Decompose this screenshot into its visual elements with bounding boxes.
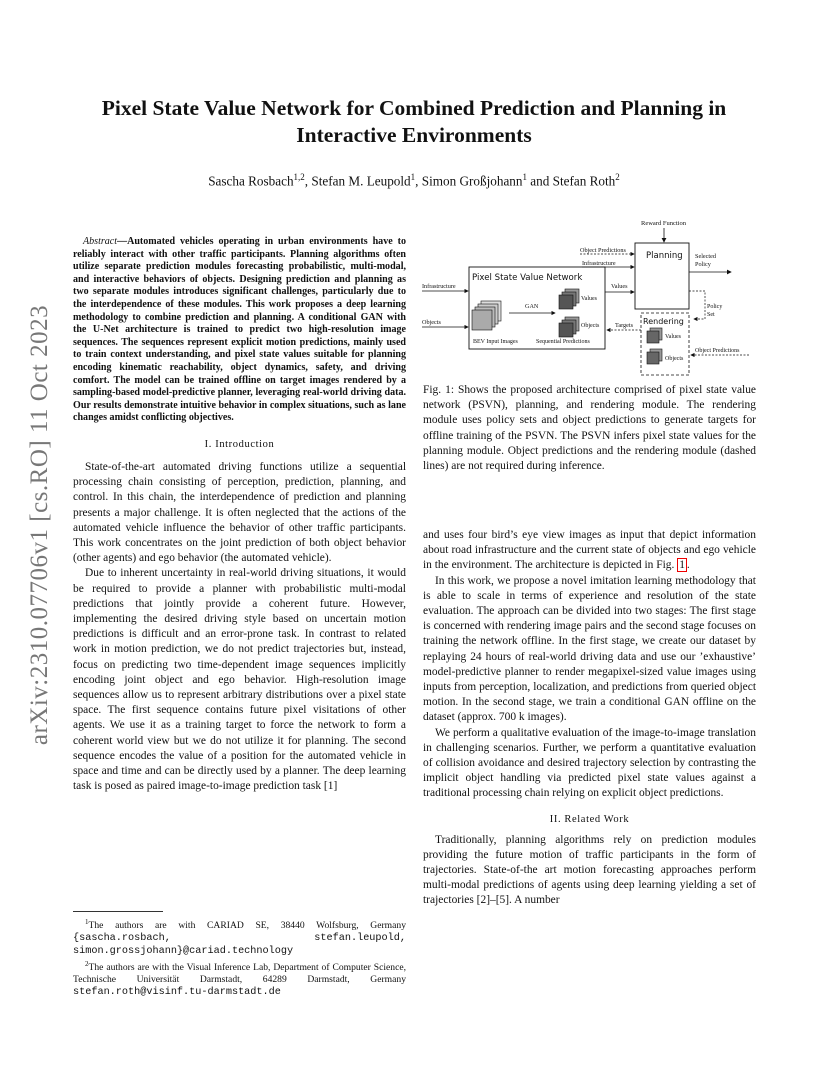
policy-set-line2: Set [707,312,715,318]
right-paragraph-2: In this work, we propose a novel imitation learning methodology that is able to scale in terms of experience and resolution of the state evaluation. The approach can be divided into two stages: The first stage is concerned with rendering image pairs and the second stage focuses on training the network offline. In the first stage, we create our dataset by replaying 24 hours of real-world driving data and use our ’exhaustive’ model-predictive planner to render megapixel-sized value images using inputs from perception, localization, and predictions from queried object motion. In the second stage, we train a conditional GAN offline on the dataset (approx. 700 k images). [423,574,756,724]
rendering-values-label: Values [665,334,681,340]
paper-title: Pixel State Value Network for Combined Prediction and Planning in Interactive Environments [101,96,727,147]
bev-input-label: BEV Input Images [473,339,518,345]
reward-function-label: Reward Function [641,220,686,227]
footnote-1-text: The authors are with CARIAD SE, 38440 Wolfsburg, Germany [88,920,406,932]
footnotes [73,916,406,999]
abstract-label: Abstract [83,236,118,247]
section-heading-related-work: II. Related Work [549,813,630,825]
psvn-label: Pixel State Value Network [472,273,583,283]
selected-policy-line1: Selected [695,253,716,260]
arxiv-identifier: arXiv:2310.07706v1 [cs.RO] 11 Oct 2023 [26,304,53,746]
infrastructure-left-label: Infrastructure [422,283,456,290]
gan-label: GAN [525,303,539,310]
right-column-body [423,528,756,909]
footnote-1-emails: {sascha.rosbach, stefan.leupold, simon.grossjohann}@cariad.technology [73,933,406,958]
architecture-diagram [419,209,759,379]
objects-left-label: Objects [422,319,441,326]
right-paragraph-3: We perform a qualitative evaluation of the image-to-image translation in challenging scenarios. Further, we perform a quantitative evaluation of collision avoidance and desired trajectory selection by contrasting the implicit object handling via predicted pixel state values against a traditional processing chain relying on explicit object predictions. [423,726,756,800]
arxiv-stamp [20,290,60,760]
abstract-dash: — [117,236,128,247]
rendering-objects-label: Objects [665,356,684,362]
rendering-objects-stack [647,349,662,364]
architecture-figure [419,209,759,379]
values-image-label: Values [581,296,597,302]
abstract-text: Automated vehicles operating in urban environments have to reliably interact with other traffic participants. Planning algorithms often utilize separate prediction modules forecasting probabilistic, multi-modal, and interactive behaviors of objects. Designing prediction and planning as two separate modules introduces significant challenges, particularly due to the interdependence of these modules. This work proposes a deep learning methodology to combine prediction and planning. A conditional GAN with the U-Net architecture is trained to predict two high-resolution image sequences. The sequences represent explicit motion predictions, mainly used to train context understanding, and pixel state values suitable for planning encoding kinematic reachability, object dynamics, safety, and driving comfort. The model can be trained offline on target images rendered by a sampling-based model-predictive planner, leveraging real-world driving data. Our results demonstrate intuitive behavior in complex situations, such as lane changes amidst conflicting objectives. [73,236,406,424]
right-column [423,209,756,474]
right-paragraph-1-end: . [686,559,690,572]
targets-label: Targets [615,322,634,329]
sequential-predictions-label: Sequential Predictions [536,339,590,345]
section-heading-introduction: I. Introduction [204,438,275,450]
objects-output-stack [559,317,579,337]
footnote-2-text: The authors are with the Visual Inference Lab, Department of Computer Science, Technische Universität Darmstadt, 64289 Darmstadt, Germany [73,962,406,986]
infrastructure-top-label: Infrastructure [582,260,616,267]
policy-set-line1: Policy [707,304,723,310]
left-column [73,236,406,794]
objects-image-label: Objects [581,323,600,329]
intro-paragraph-2: Due to inherent uncertainty in real-world driving situations, it would be required to provide a planner with probabilistic multi-modal predictions that jointly provide a coherent future. However, implementing the desired driving style based on uncertain motion predictions is difficult and an error-prone task. In contrast to related work in motion prediction, we do not predict trajectories but, instead, focus on predicting two time-dependent image sequences implicitly encoding joint object and ego behavior. High-resolution image sequences allow us to represent arbitrary distributions over a pixel state space. The first sequence contains future pixel visitations of other agents. We use it as a training target to force the network to form a coherent world view but we do not utilize it for planning. The second sequence encodes the value of a position for the automated vehicle in space and time and can be directly used by a planner. The deep learning task is posed as paired image-to-image prediction task [1] [73,567,406,793]
object-predictions-right-label: Object Predictions [695,348,740,354]
author-list: Sascha Rosbach$^{1,2}$, Stefan M. Leupold$^1$, Simon Großjohann$^1$ and Stefan Roth$^2$ [208,172,620,189]
values-output-stack [559,289,579,309]
footnote-rule [73,911,163,912]
figure-1-link[interactable]: 1 [679,559,685,572]
rendering-values-stack [647,328,662,343]
intro-paragraph-1: State-of-the-art automated driving functions utilize a sequential processing chain consisting of perception, prediction, planning, and control. In this chain, the interdependence of prediction and planning presents a major challenge. It is often neglected that the actions of the automated vehicle influence the behavior of other traffic participants. This work concentrates on the joint prediction of both object behavior (other agents) and ego behavior (the automated vehicle). [73,460,406,565]
object-predictions-top-label: Object Predictions [580,247,626,254]
footnote-1: $^1$The authors are with CARIAD SE, 38440 Wolfsburg, Germany {sascha.rosbach, stefan.leupold, simon.grossjohann}@cariad.technology [73,918,406,958]
bev-input-stack [472,301,501,330]
footnote-2: $^2$The authors are with the Visual Inference Lab, Department of Computer Science, Technische Universität Darmstadt, 64289 Darmstadt, Germany stefan.roth@visinf.tu-darmstadt.de [73,960,406,999]
figure-caption: Fig. 1: Shows the proposed architecture comprised of pixel state value network (PSVN), planning, and rendering module. The rendering module uses policy sets and object predictions to generate targets for offline training of the PSVN. The PSVN infers pixel state values for the planning module. Object predictions and the rendering module (dashed lines) are not required during inference. [423,384,756,473]
related-work-paragraph-1: Traditionally, planning algorithms rely on prediction modules providing the future motion of traffic participants in the form of trajectories. State-of-the art motion forecasting approaches perform multi-modal predictions of agents using deep learning yielding a set of trajectories [2]–[5]. A number [423,833,756,907]
selected-policy-line2: Policy [695,261,711,268]
policy-set-arrow [689,291,705,319]
right-paragraph-1-text: and uses four bird’s eye view images as input that depict information about road infrastructure and the current state of objects and ego vehicle in the environment. The architecture is depicted in Fig. [423,529,756,572]
footnote-2-email: stefan.roth@visinf.tu-darmstadt.de [73,987,281,999]
abstract [73,236,406,425]
rendering-label: Rendering [643,317,684,326]
right-paragraph-1 [423,528,756,574]
planning-label: Planning [646,251,683,261]
values-out-label: Values [611,283,628,290]
